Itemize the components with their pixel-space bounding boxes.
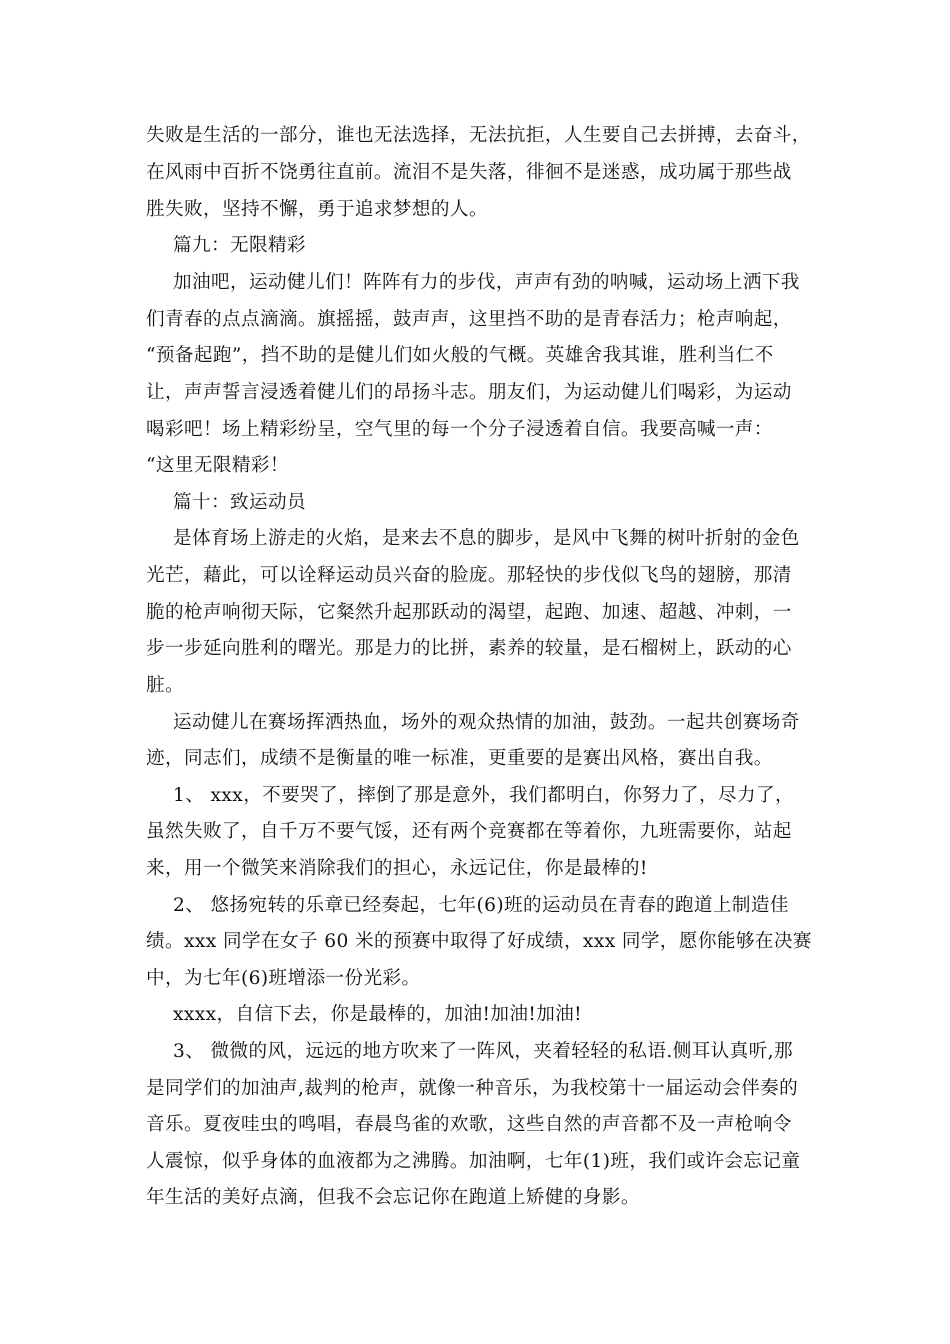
text-line: 胜失败，坚持不懈，勇于追求梦想的人。 (146, 199, 488, 220)
text-line: 在风雨中百折不饶勇往直前。流泪不是失落，徘徊不是迷惑，成功属于那些战 (146, 162, 792, 183)
text-line: 年生活的美好点滴，但我不会忘记你在跑道上矫健的身影。 (146, 1187, 640, 1208)
text-line: 是体育场上游走的火焰，是来去不息的脚步，是风中飞舞的树叶折射的金色 (173, 528, 800, 549)
text-line: 绩。xxx 同学在女子 60 米的预赛中取得了好成绩，xxx 同学，愿你能够在决赛 (146, 931, 812, 952)
section-heading: 篇十：致运动员 (173, 492, 306, 513)
text-line: 喝彩吧！场上精彩纷呈，空气里的每一个分子浸透着自信。我要高喊一声： (146, 419, 773, 440)
text-line: 光芒，藉此，可以诠释运动员兴奋的脸庞。那轻快的步伐似飞鸟的翅膀，那清 (146, 565, 792, 586)
list-item-3: 3、 微微的风，远远的地方吹来了一阵风，夹着轻轻的私语.侧耳认真听,那 (173, 1041, 793, 1062)
text-line: 失败是生活的一部分，谁也无法选择，无法抗拒，人生要自己去拼搏，去奋斗， (146, 125, 811, 146)
text-line: 步一步延向胜利的曙光。那是力的比拼，素养的较量，是石榴树上，跃动的心 (146, 638, 792, 659)
text-line: 迹，同志们，成绩不是衡量的唯一标准，更重要的是赛出风格，赛出自我。 (146, 748, 773, 769)
text-line: 虽然失败了，自千万不要气馁，还有两个竞赛都在等着你，九班需要你，站起 (146, 821, 792, 842)
text-line: xxxx，自信下去，你是最棒的，加油!加油!加油! (173, 1004, 583, 1025)
text-line: 加油吧，运动健儿们！阵阵有力的步伐，声声有劲的呐喊，运动场上洒下我 (173, 272, 800, 293)
text-line: “这里无限精彩！ (146, 455, 289, 476)
text-line: 来，用一个微笑来消除我们的担心，永远记住，你是最棒的! (146, 858, 648, 879)
section-heading: 篇九：无限精彩 (173, 235, 306, 256)
text-line: 让，声声誓言浸透着健儿们的昂扬斗志。朋友们，为运动健儿们喝彩，为运动 (146, 382, 792, 403)
list-item-2: 2、 悠扬宛转的乐章已经奏起，七年(6)班的运动员在青春的跑道上制造佳 (173, 895, 789, 916)
text-line: 音乐。夏夜哇虫的鸣唱，春晨鸟雀的欢歌，这些自然的声音都不及一声枪响令 (146, 1114, 792, 1135)
text-line: “预备起跑”，挡不助的是健儿们如火般的气概。英雄舍我其谁，胜利当仁不 (146, 345, 774, 366)
text-line: 脆的枪声响彻天际，它粲然升起那跃动的渴望，起跑、加速、超越、冲刺，一 (146, 602, 792, 623)
text-line: 们青春的点点滴滴。旗摇摇，鼓声声，这里挡不助的是青春活力；枪声响起， (146, 309, 792, 330)
list-item-1: 1、 xxx，不要哭了，摔倒了那是意外，我们都明白，你努力了，尽力了， (173, 785, 795, 806)
text-line: 脏。 (146, 675, 184, 696)
text-line: 运动健儿在赛场挥洒热血，场外的观众热情的加油，鼓劲。一起共创赛场奇 (173, 712, 800, 733)
text-line: 中，为七年(6)班增添一份光彩。 (146, 968, 421, 989)
text-line: 是同学们的加油声,裁判的枪声，就像一种音乐，为我校第十一届运动会伴奏的 (146, 1078, 799, 1099)
text-line: 人震惊，似乎身体的血液都为之沸腾。加油啊，七年(1)班，我们或许会忘记童 (146, 1151, 801, 1172)
